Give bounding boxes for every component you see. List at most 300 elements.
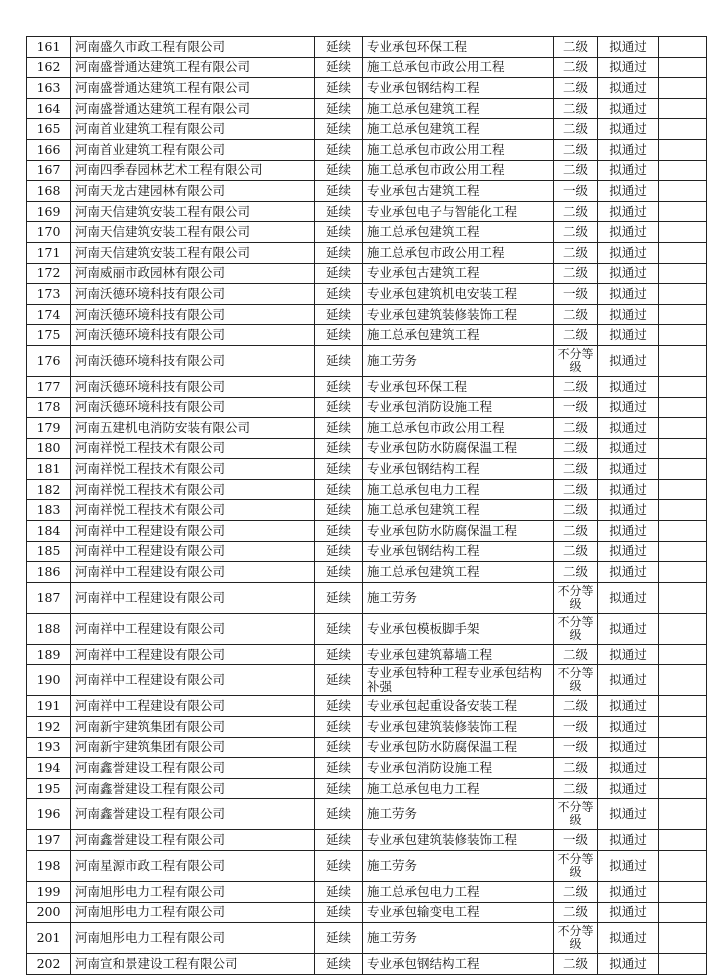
qualification-name: 专业承包防水防腐保温工程 [363, 521, 554, 542]
remark-cell [659, 181, 707, 202]
row-number: 161 [27, 37, 71, 58]
company-name: 河南新宇建筑集团有限公司 [71, 737, 315, 758]
row-number: 186 [27, 562, 71, 583]
review-result: 拟通过 [598, 737, 659, 758]
remark-cell [659, 954, 707, 975]
table-row [27, 263, 707, 284]
review-result: 拟通过 [598, 778, 659, 799]
qualification-name: 专业承包环保工程 [363, 376, 554, 397]
remark-cell [659, 201, 707, 222]
application-type: 延续 [315, 119, 363, 140]
table-row [27, 98, 707, 119]
qualification-name: 专业承包建筑机电安装工程 [363, 284, 554, 305]
application-type: 延续 [315, 139, 363, 160]
remark-cell [659, 37, 707, 58]
application-type: 延续 [315, 325, 363, 346]
row-number: 179 [27, 418, 71, 439]
review-result: 拟通过 [598, 799, 659, 830]
remark-cell [659, 830, 707, 851]
application-type: 延续 [315, 500, 363, 521]
table-row [27, 345, 707, 376]
table-body [27, 37, 707, 975]
row-number: 200 [27, 902, 71, 923]
row-number: 198 [27, 851, 71, 882]
company-name: 河南盛誉通达建筑工程有限公司 [71, 57, 315, 78]
table-row [27, 418, 707, 439]
application-type: 延续 [315, 181, 363, 202]
qualification-name: 专业承包钢结构工程 [363, 78, 554, 99]
company-name: 河南沃德环境科技有限公司 [71, 304, 315, 325]
company-name: 河南天信建筑安装工程有限公司 [71, 222, 315, 243]
qualification-grade: 二级 [554, 758, 598, 779]
company-name: 河南威丽市政园林有限公司 [71, 263, 315, 284]
approval-table [26, 36, 707, 975]
qualification-name: 施工总承包电力工程 [363, 778, 554, 799]
review-result: 拟通过 [598, 500, 659, 521]
qualification-name: 专业承包古建筑工程 [363, 181, 554, 202]
qualification-grade: 二级 [554, 263, 598, 284]
remark-cell [659, 758, 707, 779]
company-name: 河南天信建筑安装工程有限公司 [71, 242, 315, 263]
qualification-name: 施工总承包市政公用工程 [363, 418, 554, 439]
review-result: 拟通过 [598, 882, 659, 903]
application-type: 延续 [315, 37, 363, 58]
company-name: 河南新宇建筑集团有限公司 [71, 717, 315, 738]
application-type: 延续 [315, 799, 363, 830]
application-type: 延续 [315, 582, 363, 613]
row-number: 183 [27, 500, 71, 521]
review-result: 拟通过 [598, 397, 659, 418]
table-row [27, 397, 707, 418]
row-number: 177 [27, 376, 71, 397]
row-number: 184 [27, 521, 71, 542]
remark-cell [659, 479, 707, 500]
remark-cell [659, 418, 707, 439]
row-number: 185 [27, 541, 71, 562]
table-row [27, 954, 707, 975]
company-name: 河南祥悦工程技术有限公司 [71, 438, 315, 459]
qualification-grade: 二级 [554, 304, 598, 325]
application-type: 延续 [315, 851, 363, 882]
remark-cell [659, 582, 707, 613]
remark-cell [659, 459, 707, 480]
table-row [27, 242, 707, 263]
row-number: 169 [27, 201, 71, 222]
qualification-grade: 二级 [554, 954, 598, 975]
qualification-grade: 一级 [554, 181, 598, 202]
company-name: 河南旭彤电力工程有限公司 [71, 882, 315, 903]
remark-cell [659, 902, 707, 923]
qualification-grade: 二级 [554, 644, 598, 665]
table-row [27, 737, 707, 758]
review-result: 拟通过 [598, 521, 659, 542]
qualification-grade: 二级 [554, 902, 598, 923]
qualification-grade: 不分等级 [554, 799, 598, 830]
company-name: 河南祥悦工程技术有限公司 [71, 500, 315, 521]
qualification-grade: 二级 [554, 98, 598, 119]
application-type: 延续 [315, 376, 363, 397]
row-number: 174 [27, 304, 71, 325]
qualification-grade: 不分等级 [554, 923, 598, 954]
qualification-grade: 二级 [554, 37, 598, 58]
company-name: 河南沃德环境科技有限公司 [71, 345, 315, 376]
remark-cell [659, 345, 707, 376]
table-row [27, 222, 707, 243]
application-type: 延续 [315, 78, 363, 99]
remark-cell [659, 139, 707, 160]
review-result: 拟通过 [598, 284, 659, 305]
company-name: 河南天信建筑安装工程有限公司 [71, 201, 315, 222]
qualification-name: 施工总承包市政公用工程 [363, 57, 554, 78]
qualification-grade: 不分等级 [554, 582, 598, 613]
qualification-grade: 二级 [554, 882, 598, 903]
company-name: 河南盛久市政工程有限公司 [71, 37, 315, 58]
row-number: 171 [27, 242, 71, 263]
qualification-name: 施工劳务 [363, 923, 554, 954]
qualification-grade: 二级 [554, 521, 598, 542]
table-row [27, 562, 707, 583]
table-row [27, 201, 707, 222]
review-result: 拟通过 [598, 479, 659, 500]
row-number: 182 [27, 479, 71, 500]
qualification-name: 施工总承包电力工程 [363, 479, 554, 500]
application-type: 延续 [315, 902, 363, 923]
table-row [27, 696, 707, 717]
qualification-grade: 二级 [554, 325, 598, 346]
remark-cell [659, 717, 707, 738]
qualification-name: 专业承包钢结构工程 [363, 954, 554, 975]
table-row [27, 521, 707, 542]
company-name: 河南祥悦工程技术有限公司 [71, 479, 315, 500]
row-number: 197 [27, 830, 71, 851]
application-type: 延续 [315, 696, 363, 717]
review-result: 拟通过 [598, 304, 659, 325]
table-row [27, 57, 707, 78]
row-number: 178 [27, 397, 71, 418]
review-result: 拟通过 [598, 459, 659, 480]
application-type: 延续 [315, 418, 363, 439]
table-row [27, 882, 707, 903]
qualification-grade: 二级 [554, 57, 598, 78]
company-name: 河南旭彤电力工程有限公司 [71, 902, 315, 923]
application-type: 延续 [315, 479, 363, 500]
review-result: 拟通过 [598, 139, 659, 160]
remark-cell [659, 78, 707, 99]
qualification-name: 专业承包防水防腐保温工程 [363, 438, 554, 459]
review-result: 拟通过 [598, 851, 659, 882]
company-name: 河南四季春园林艺术工程有限公司 [71, 160, 315, 181]
row-number: 196 [27, 799, 71, 830]
row-number: 193 [27, 737, 71, 758]
table-row [27, 438, 707, 459]
qualification-grade: 一级 [554, 737, 598, 758]
table-row [27, 160, 707, 181]
remark-cell [659, 284, 707, 305]
table-row [27, 541, 707, 562]
qualification-name: 专业承包消防设施工程 [363, 397, 554, 418]
qualification-name: 施工总承包市政公用工程 [363, 242, 554, 263]
qualification-grade: 二级 [554, 438, 598, 459]
remark-cell [659, 778, 707, 799]
row-number: 191 [27, 696, 71, 717]
row-number: 190 [27, 665, 71, 696]
remark-cell [659, 851, 707, 882]
qualification-name: 施工劳务 [363, 799, 554, 830]
qualification-name: 专业承包电子与智能化工程 [363, 201, 554, 222]
application-type: 延续 [315, 284, 363, 305]
table-row [27, 717, 707, 738]
company-name: 河南鑫誉建设工程有限公司 [71, 778, 315, 799]
qualification-name: 专业承包消防设施工程 [363, 758, 554, 779]
table-row [27, 665, 707, 696]
row-number: 172 [27, 263, 71, 284]
table-row [27, 613, 707, 644]
review-result: 拟通过 [598, 438, 659, 459]
review-result: 拟通过 [598, 696, 659, 717]
company-name: 河南五建机电消防安装有限公司 [71, 418, 315, 439]
remark-cell [659, 500, 707, 521]
row-number: 201 [27, 923, 71, 954]
company-name: 河南沃德环境科技有限公司 [71, 284, 315, 305]
qualification-grade: 二级 [554, 139, 598, 160]
qualification-name: 施工劳务 [363, 851, 554, 882]
row-number: 176 [27, 345, 71, 376]
company-name: 河南祥中工程建设有限公司 [71, 665, 315, 696]
application-type: 延续 [315, 242, 363, 263]
qualification-name: 专业承包特种工程专业承包结构补强 [363, 665, 554, 696]
application-type: 延续 [315, 644, 363, 665]
table-row [27, 479, 707, 500]
qualification-name: 专业承包建筑装修装饰工程 [363, 304, 554, 325]
application-type: 延续 [315, 541, 363, 562]
remark-cell [659, 665, 707, 696]
review-result: 拟通过 [598, 119, 659, 140]
table-row [27, 325, 707, 346]
review-result: 拟通过 [598, 78, 659, 99]
qualification-grade: 二级 [554, 119, 598, 140]
qualification-name: 施工总承包建筑工程 [363, 222, 554, 243]
review-result: 拟通过 [598, 263, 659, 284]
qualification-grade: 二级 [554, 78, 598, 99]
review-result: 拟通过 [598, 717, 659, 738]
remark-cell [659, 325, 707, 346]
application-type: 延续 [315, 923, 363, 954]
table-row [27, 181, 707, 202]
remark-cell [659, 882, 707, 903]
remark-cell [659, 98, 707, 119]
row-number: 192 [27, 717, 71, 738]
qualification-name: 专业承包防水防腐保温工程 [363, 737, 554, 758]
company-name: 河南星源市政工程有限公司 [71, 851, 315, 882]
application-type: 延续 [315, 459, 363, 480]
table-row [27, 37, 707, 58]
remark-cell [659, 696, 707, 717]
application-type: 延续 [315, 263, 363, 284]
row-number: 173 [27, 284, 71, 305]
table-row [27, 644, 707, 665]
review-result: 拟通过 [598, 562, 659, 583]
application-type: 延续 [315, 160, 363, 181]
review-result: 拟通过 [598, 98, 659, 119]
row-number: 166 [27, 139, 71, 160]
application-type: 延续 [315, 57, 363, 78]
row-number: 181 [27, 459, 71, 480]
row-number: 195 [27, 778, 71, 799]
qualification-name: 专业承包建筑幕墙工程 [363, 644, 554, 665]
row-number: 168 [27, 181, 71, 202]
remark-cell [659, 119, 707, 140]
company-name: 河南沃德环境科技有限公司 [71, 325, 315, 346]
company-name: 河南祥中工程建设有限公司 [71, 582, 315, 613]
company-name: 河南祥中工程建设有限公司 [71, 644, 315, 665]
qualification-name: 专业承包钢结构工程 [363, 541, 554, 562]
qualification-grade: 二级 [554, 160, 598, 181]
qualification-name: 专业承包钢结构工程 [363, 459, 554, 480]
review-result: 拟通过 [598, 376, 659, 397]
row-number: 164 [27, 98, 71, 119]
row-number: 187 [27, 582, 71, 613]
qualification-name: 施工总承包市政公用工程 [363, 139, 554, 160]
table-row [27, 500, 707, 521]
remark-cell [659, 376, 707, 397]
remark-cell [659, 799, 707, 830]
table-row [27, 778, 707, 799]
qualification-name: 专业承包环保工程 [363, 37, 554, 58]
row-number: 194 [27, 758, 71, 779]
remark-cell [659, 263, 707, 284]
company-name: 河南盛誉通达建筑工程有限公司 [71, 98, 315, 119]
application-type: 延续 [315, 830, 363, 851]
application-type: 延续 [315, 521, 363, 542]
remark-cell [659, 644, 707, 665]
review-result: 拟通过 [598, 613, 659, 644]
remark-cell [659, 222, 707, 243]
company-name: 河南首业建筑工程有限公司 [71, 139, 315, 160]
qualification-grade: 二级 [554, 222, 598, 243]
qualification-grade: 不分等级 [554, 851, 598, 882]
qualification-grade: 二级 [554, 418, 598, 439]
table-row [27, 304, 707, 325]
qualification-grade: 二级 [554, 562, 598, 583]
application-type: 延续 [315, 737, 363, 758]
qualification-grade: 二级 [554, 459, 598, 480]
application-type: 延续 [315, 345, 363, 376]
company-name: 河南首业建筑工程有限公司 [71, 119, 315, 140]
row-number: 170 [27, 222, 71, 243]
company-name: 河南祥中工程建设有限公司 [71, 541, 315, 562]
qualification-grade: 一级 [554, 284, 598, 305]
qualification-grade: 二级 [554, 479, 598, 500]
qualification-name: 专业承包建筑装修装饰工程 [363, 717, 554, 738]
application-type: 延续 [315, 397, 363, 418]
company-name: 河南祥中工程建设有限公司 [71, 562, 315, 583]
table-row [27, 376, 707, 397]
qualification-name: 专业承包模板脚手架 [363, 613, 554, 644]
qualification-name: 施工劳务 [363, 582, 554, 613]
remark-cell [659, 397, 707, 418]
table-row [27, 284, 707, 305]
remark-cell [659, 613, 707, 644]
qualification-name: 施工总承包建筑工程 [363, 98, 554, 119]
row-number: 188 [27, 613, 71, 644]
row-number: 165 [27, 119, 71, 140]
qualification-name: 专业承包输变电工程 [363, 902, 554, 923]
company-name: 河南祥中工程建设有限公司 [71, 521, 315, 542]
table-row [27, 78, 707, 99]
qualification-grade: 不分等级 [554, 345, 598, 376]
remark-cell [659, 541, 707, 562]
company-name: 河南沃德环境科技有限公司 [71, 397, 315, 418]
company-name: 河南宣和景建设工程有限公司 [71, 954, 315, 975]
remark-cell [659, 304, 707, 325]
remark-cell [659, 438, 707, 459]
table-row [27, 119, 707, 140]
remark-cell [659, 562, 707, 583]
qualification-grade: 二级 [554, 696, 598, 717]
review-result: 拟通过 [598, 37, 659, 58]
review-result: 拟通过 [598, 665, 659, 696]
qualification-name: 施工总承包建筑工程 [363, 119, 554, 140]
application-type: 延续 [315, 758, 363, 779]
review-result: 拟通过 [598, 418, 659, 439]
remark-cell [659, 737, 707, 758]
qualification-grade: 二级 [554, 376, 598, 397]
qualification-grade: 二级 [554, 778, 598, 799]
application-type: 延续 [315, 222, 363, 243]
qualification-name: 专业承包古建筑工程 [363, 263, 554, 284]
application-type: 延续 [315, 954, 363, 975]
review-result: 拟通过 [598, 345, 659, 376]
company-name: 河南祥中工程建设有限公司 [71, 613, 315, 644]
qualification-grade: 二级 [554, 500, 598, 521]
table-row [27, 830, 707, 851]
qualification-grade: 不分等级 [554, 613, 598, 644]
qualification-name: 施工总承包建筑工程 [363, 325, 554, 346]
qualification-name: 施工总承包市政公用工程 [363, 160, 554, 181]
qualification-name: 专业承包起重设备安装工程 [363, 696, 554, 717]
table-row [27, 459, 707, 480]
remark-cell [659, 160, 707, 181]
review-result: 拟通过 [598, 923, 659, 954]
row-number: 189 [27, 644, 71, 665]
review-result: 拟通过 [598, 181, 659, 202]
company-name: 河南沃德环境科技有限公司 [71, 376, 315, 397]
table-row [27, 139, 707, 160]
application-type: 延续 [315, 613, 363, 644]
qualification-grade: 二级 [554, 201, 598, 222]
remark-cell [659, 242, 707, 263]
review-result: 拟通过 [598, 541, 659, 562]
application-type: 延续 [315, 201, 363, 222]
qualification-grade: 不分等级 [554, 665, 598, 696]
qualification-grade: 一级 [554, 397, 598, 418]
application-type: 延续 [315, 438, 363, 459]
row-number: 167 [27, 160, 71, 181]
company-name: 河南鑫誉建设工程有限公司 [71, 799, 315, 830]
application-type: 延续 [315, 98, 363, 119]
application-type: 延续 [315, 717, 363, 738]
qualification-name: 施工劳务 [363, 345, 554, 376]
table-row [27, 582, 707, 613]
application-type: 延续 [315, 665, 363, 696]
qualification-grade: 一级 [554, 717, 598, 738]
company-name: 河南祥中工程建设有限公司 [71, 696, 315, 717]
application-type: 延续 [315, 304, 363, 325]
application-type: 延续 [315, 562, 363, 583]
application-type: 延续 [315, 778, 363, 799]
review-result: 拟通过 [598, 830, 659, 851]
company-name: 河南鑫誉建设工程有限公司 [71, 830, 315, 851]
